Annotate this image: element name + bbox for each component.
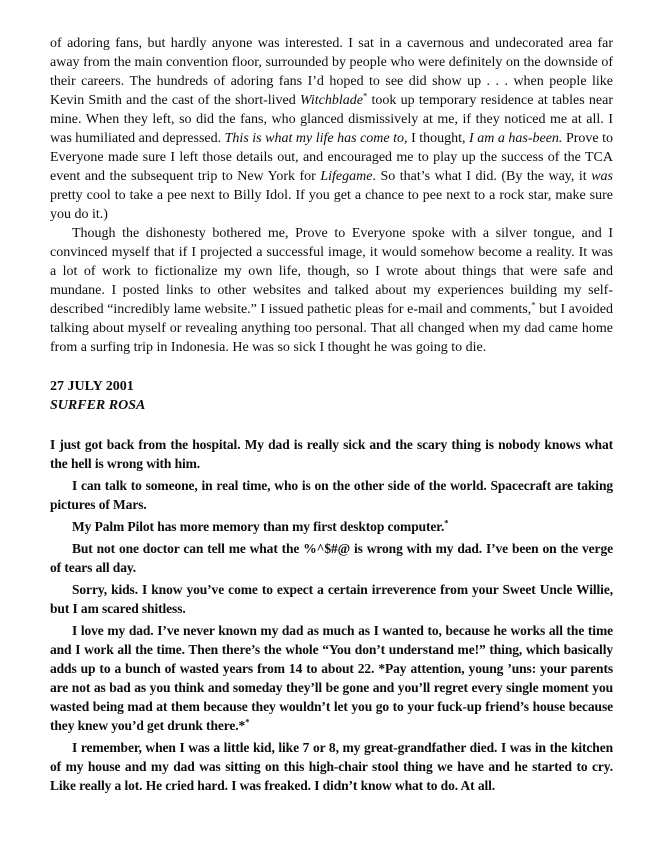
footnote-marker: * (444, 518, 449, 528)
text-run: I thought, (407, 131, 470, 146)
text-run: I can talk to someone, in real time, who is on the other side of the world. Spacecraft are taking pictures of Mars. (50, 478, 613, 512)
paragraph (50, 738, 613, 795)
text-run: Witchblade (299, 93, 363, 108)
paragraph (50, 476, 613, 514)
text-run: pretty cool to take a pee next to Billy Idol. If you get a chance to pee next to a rock star, make sure you do it.) (50, 188, 613, 222)
journal-section (50, 435, 613, 795)
footnote-marker: * (362, 90, 368, 101)
footnote-marker: * (531, 299, 536, 310)
text-run: My Palm Pilot has more memory than my first desktop computer. (72, 519, 445, 534)
paragraph (50, 517, 613, 536)
text-run: Prove to Everyone made sure I left those details out, and encouraged me to play up the success of the TCA event and the subsequent trip to New York for (50, 131, 614, 184)
narrative-section (50, 34, 613, 357)
paragraph (50, 580, 613, 618)
text-run: . So that’s what I did. (By the way, it (372, 169, 592, 184)
paragraph (50, 435, 613, 473)
text-run: I just got back from the hospital. My dad is really sick and the scary thing is nobody knows what the hell is wrong with him. (50, 437, 613, 471)
entry-title: SURFER ROSA (50, 398, 146, 413)
paragraph (50, 224, 613, 357)
text-run: I am a has-been. (469, 131, 563, 146)
text-run: Lifegame (320, 169, 373, 184)
text-run: of adoring fans, but hardly anyone was interested. I sat in a cavernous and undecorated area far away from the main convention floor, surrounded by people who were definitely on the downside of their careers. The hundreds of adoring fans I’d hoped to see did show up . . . when people like Kevin Smith and the cast of the short-lived (50, 36, 613, 108)
journal-entry-heading (50, 377, 613, 415)
text-run: But not one doctor can tell me what the %^$#@ is wrong with my dad. I’ve been on the verge of tears all day. (50, 541, 613, 575)
text-run: I remember, when I was a little kid, like 7 or 8, my great-grandfather died. I was in the kitchen of my house and my dad was sitting on this high-chair stool thing we have and he started to cry. Like really a lot. He cried hard. I was freaked. I didn’t know what to do. At all. (50, 740, 613, 793)
text-run: Though the dishonesty bothered me, Prove to Everyone spoke with a silver tongue, and I convinced myself that if I projected a successful image, it would somehow become a reality. It was a lot of work to fictionalize my own life, though, so I wrote about things that were safe and mundane. I posted links to other websites and talked about my experiences building my self-described “incredibly lame website.” I issued pathetic pleas for e-mail and comments, (50, 226, 613, 317)
text-run: I love my dad. I’ve never known my dad as much as I wanted to, because he works all the time and I work all the time. Then there’s the whole “You don’t understand me!” thing, which basically adds up to a bunch of wasted years from 14 to about 22. *Pay attention, young ’uns: your parents are not as bad as you think and someday they’ll be gone and you’ll regret every single moment you wasted being mad at them because they wouldn’t let you go to your fuck-up friend’s house because they knew you’d get drunk there.* (50, 623, 613, 733)
paragraph (50, 539, 613, 577)
text-run: but I avoided talking about myself or revealing anything too personal. That all changed when my dad came home from a surfing trip in Indonesia. He was so sick I thought he was going to die. (50, 302, 613, 355)
text-run: took up temporary residence at tables near mine. When they left, so did the fans, who glanced dismissively at me, if they noticed me at all. I was humiliated and depressed. (50, 93, 613, 146)
text-run: was (591, 169, 613, 184)
footnote-marker: * (245, 717, 250, 727)
paragraph (50, 621, 613, 735)
text-run: This is what my life has come to, (224, 131, 408, 146)
paragraph (50, 34, 613, 224)
text-run: Sorry, kids. I know you’ve come to expect a certain irreverence from your Sweet Uncle Willie, but I am scared shitless. (50, 582, 613, 616)
entry-date: 27 JULY 2001 (50, 379, 134, 394)
